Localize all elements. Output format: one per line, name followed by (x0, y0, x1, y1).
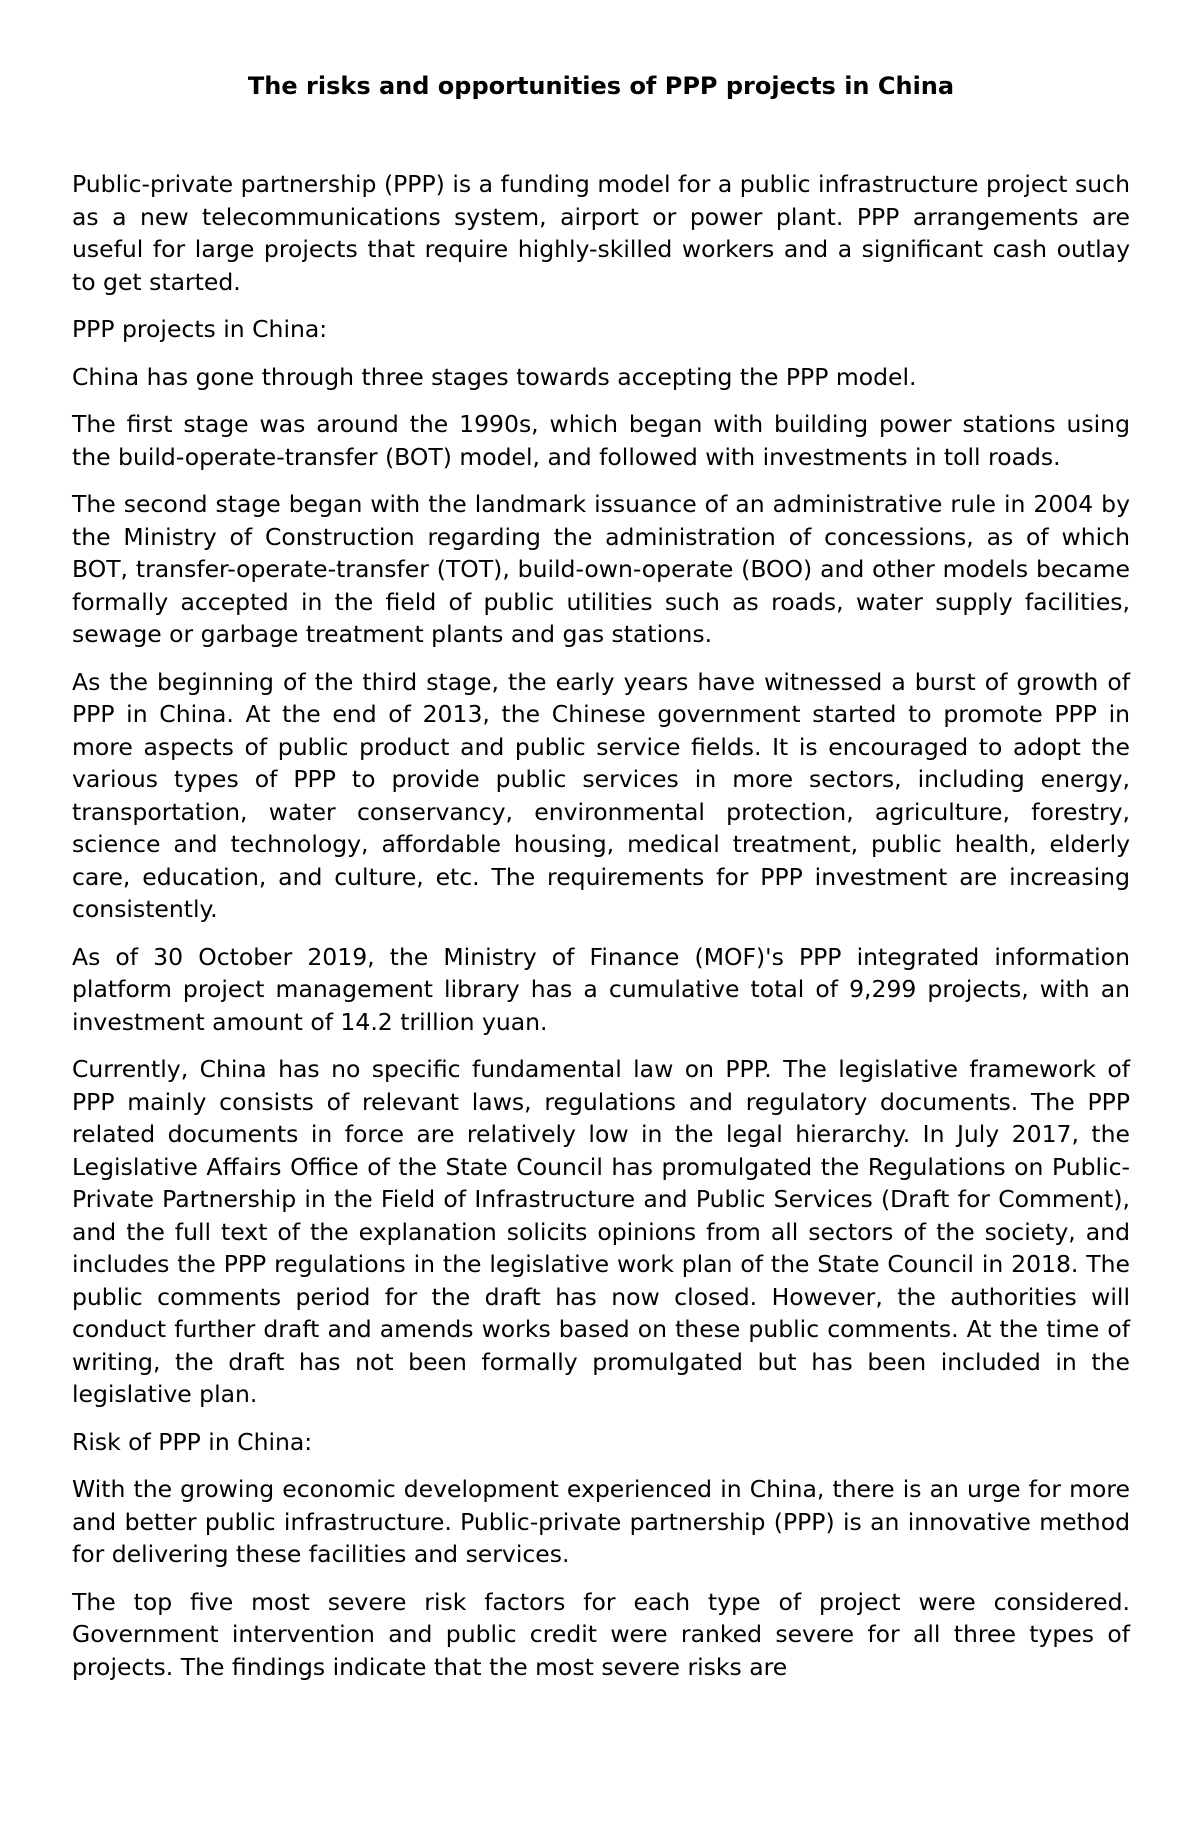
section-heading-ppp-projects: PPP projects in China: (72, 315, 328, 343)
paragraph-first-stage: The first stage was around the 1990s, which began with building power stations using the build-operate-transfer (BOT) model, and followed with investments in toll roads. (72, 410, 1130, 471)
paragraph-third-stage: As the beginning of the third stage, the early years have witnessed a burst of growth of PPP in China. At the end of 2013, the Chinese government started to promote PPP in more aspects of public product and public service fields. It is encouraged to adopt the various types of PPP to provide public services in more sectors, including energy, transportation, water conservancy, environmental protection, agriculture, forestry, science and technology, affordable housing, medical treatment, public health, elderly care, education, and culture, etc. The requirements for PPP investment are increasing consistently. (72, 667, 1130, 923)
document-title: The risks and opportunities of PPP projects in China (247, 72, 955, 100)
section-heading-risk: Risk of PPP in China: (72, 1427, 313, 1456)
paragraph-three-stages: China has gone through three stages towards accepting the PPP model. (72, 362, 917, 391)
document-body (72, 168, 1130, 1683)
paragraph-risk-factors: The top five most severe risk factors for each type of project were considered. Government intervention and public credit were ranked severe for all three types of projects. The findings indicate that the most severe risks are (72, 1587, 1130, 1681)
paragraph-second-stage: The second stage began with the landmark issuance of an administrative rule in 2004 by the Ministry of Construction regarding the administration of concessions, as of which BOT, transfer-operate-transfer (TOT), build-own-operate (BOO) and other models became formally accepted in the field of public utilities such as roads, water supply facilities, sewage or garbage treatment plants and gas stations. (72, 490, 1130, 648)
paragraph-mof-statistics: As of 30 October 2019, the Ministry of Finance (MOF)'s PPP integrated information platform project management library has a cumulative total of 9,299 projects, with an investment amount of 14.2 trillion yuan. (72, 942, 1130, 1036)
paragraph-ppp-definition: Public-private partnership (PPP) is a funding model for a public infrastructure project such as a new telecommunications system, airport or power plant. PPP arrangements are useful for large projects that require highly-skilled workers and a significant cash outlay to get started. (72, 170, 1130, 296)
paragraph-legislative-framework: Currently, China has no specific fundamental law on PPP. The legislative framework of PPP mainly consists of relevant laws, regulations and regulatory documents. The PPP related documents in force are relatively low in the legal hierarchy. In July 2017, the Legislative Affairs Office of the State Council has promulgated the Regulations on Public-Private Partnership in the Field of Infrastructure and Public Services (Draft for Comment), and the full text of the explanation solicits opinions from all sectors of the society, and includes the PPP regulations in the legislative work plan of the State Council in 2018. The public comments period for the draft has now closed. However, the authorities will conduct further draft and amends works based on these public comments. At the time of writing, the draft has not been formally promulgated but has been included in the legislative plan. (72, 1055, 1130, 1408)
paragraph-economic-development: With the growing economic development experienced in China, there is an urge for more and better public infrastructure. Public-private partnership (PPP) is an innovative method for delivering these facilities and services. (72, 1475, 1130, 1568)
document-page (72, 0, 1130, 1698)
